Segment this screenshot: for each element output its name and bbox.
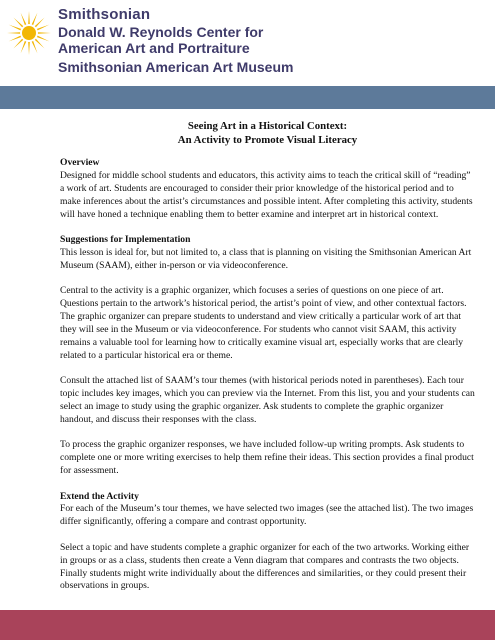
document-title	[60, 120, 475, 147]
sun-ray	[32, 41, 38, 53]
center-name-line2: American Art and Portraiture	[58, 40, 250, 56]
smithsonian-logo	[6, 6, 294, 84]
paragraph: Designed for middle school students and educators, this activity aims to teach the critical skill of “reading” a work of art. Students are encouraged to consider their prior knowledge of the historical period and to make inferences about the artist’s circumstances and possible intent. After completing this activity, students will have honed a technique enabling them to better examine and interpret art in historical context.	[60, 169, 473, 220]
sun-ray	[37, 25, 49, 31]
smithsonian-sunburst-icon	[6, 10, 52, 56]
paragraph: For each of the Museum’s tour themes, we have selected two images (see the attached list). The two images differ significantly, offering a compare and contrast opportunity.	[60, 503, 474, 528]
sun-ray	[21, 41, 27, 53]
section-heading: Extend the Activity	[60, 490, 139, 502]
sun-ray	[28, 42, 30, 55]
paragraph: Consult the attached list of SAAM’s tour themes (with historical periods noted in parentheses). Each tour topic includes key images, which you can preview via the Internet. From this list, you and your students can select an image to study using the graphic organizer. Ask students to complete the graphic organizer handout, and discuss their responses with the class.	[60, 375, 475, 425]
document-body	[60, 120, 475, 606]
sun-ray	[37, 36, 49, 42]
section-overview	[60, 157, 475, 222]
section-extend	[60, 491, 475, 594]
museum-name: Smithsonian American Art Museum	[58, 59, 294, 75]
sun-ray	[35, 17, 45, 27]
sun-ray	[21, 13, 27, 25]
paragraph: This lesson is ideal for, but not limited to, a class that is planning on visiting the Smithsonian American Art Museum (SAAM), either in-person or via videoconference.	[60, 246, 472, 271]
section-heading: Suggestions for Implementation	[60, 234, 191, 246]
sun-ray	[7, 32, 20, 34]
paragraph: Select a topic and have students complete a graphic organizer for each of the two artworks. Working either in groups or as a class, students then create a Venn diagram that compares and contrasts the two objects. Finally students might write individually about the differences and similarities, or they could present their observations in groups.	[60, 541, 470, 592]
sun-ray	[38, 32, 51, 34]
section-heading: Overview	[60, 157, 100, 168]
org-name: Smithsonian	[58, 6, 151, 23]
sun-ray	[9, 36, 21, 42]
title-line-2: An Activity to Promote Visual Literacy	[177, 133, 358, 146]
header-band	[0, 86, 495, 109]
sun-ray	[35, 39, 45, 49]
sun-ray	[9, 25, 21, 31]
paragraph: To process the graphic organizer responses, we have included follow-up writing prompts. Ask students to complete one or more writing exercises to help them refine their ideas. This section provides a final product for assessment.	[60, 439, 474, 477]
center-name-line1: Donald W. Reynolds Center for	[58, 24, 264, 40]
sun-ray	[32, 13, 38, 25]
footer-band	[0, 610, 495, 640]
title-line-1: Seeing Art in a Historical Context:	[187, 120, 348, 132]
section-implementation	[60, 234, 475, 478]
logo-wordmark	[58, 6, 293, 75]
sun-ray	[28, 11, 30, 24]
paragraph: Central to the activity is a graphic organizer, which focuses a series of questions on one piece of art. Questions pertain to the artwork’s historical period, the artist’s point of view, and other contextual factors. The graphic organizer can prepare students to understand and view critically a particular work of art that they will see in the Museum or via videoconference. For students who cannot visit SAAM, this activity remains a valuable tool for learning how to critically examine visual art, especially works that are clearly related to a particular historical era or theme.	[60, 285, 467, 361]
sun-ray	[13, 17, 23, 27]
sun-ray	[13, 39, 23, 49]
